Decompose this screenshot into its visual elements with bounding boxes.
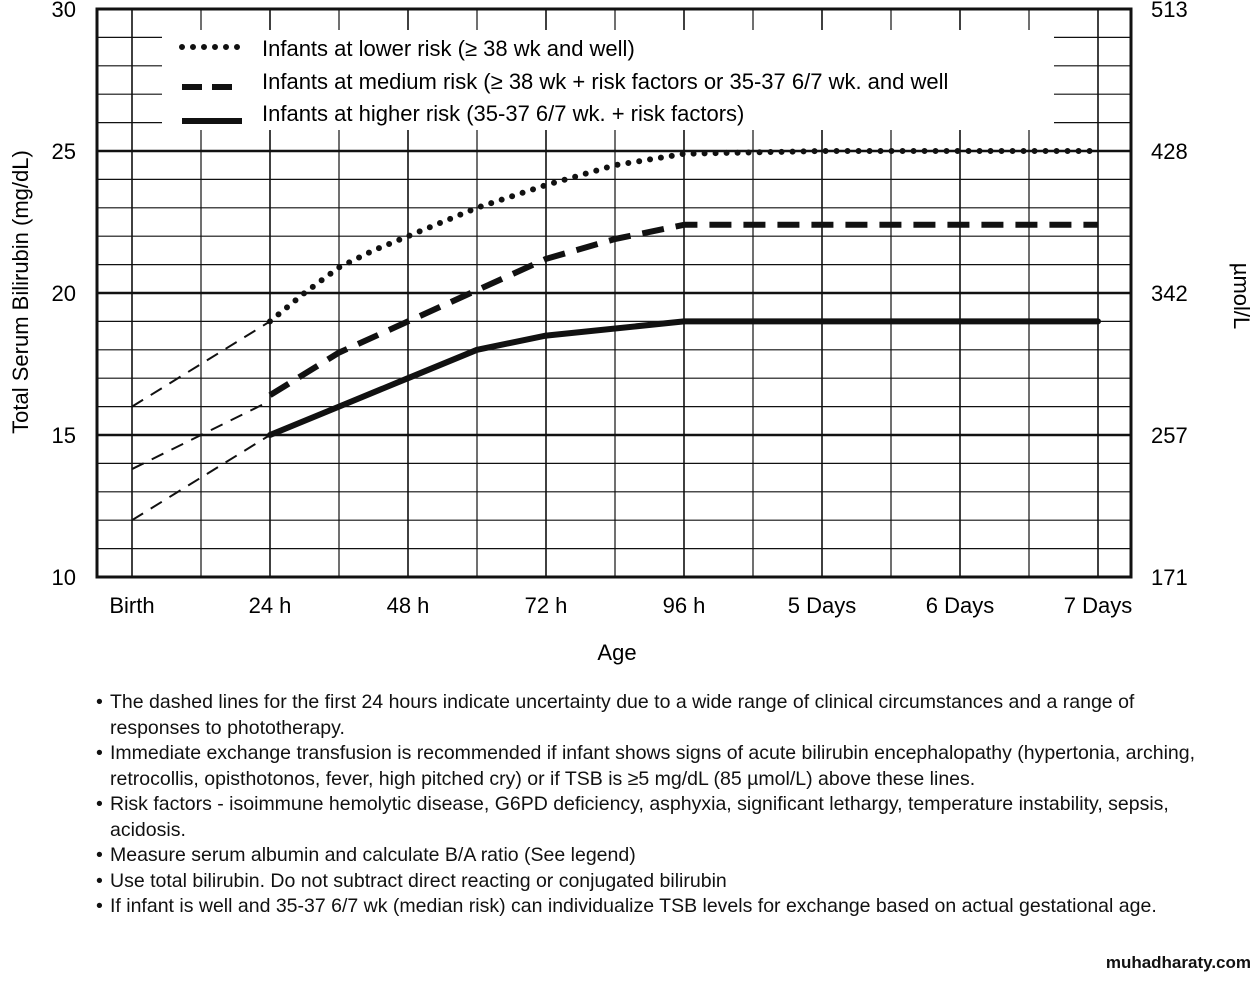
y-tick-right-label: 428 — [1151, 139, 1188, 164]
x-tick-label: 24 h — [248, 593, 292, 618]
legend-label-medium-risk: Infants at medium risk (≥ 38 wk + risk factors or 35-37 6/7 wk. and well — [262, 69, 949, 94]
watermark-text: muhadharaty.com — [1105, 953, 1251, 972]
y-tick-left-label: 20 — [51, 281, 76, 306]
y-tick-left-label: 10 — [51, 565, 76, 590]
y-axis-title-left: Total Serum Bilirubin (mg/dL) — [8, 150, 33, 434]
footnote-individualize: • If infant is well and 35-37 6/7 wk (median risk) can individualize TSB levels for exchange based on actual gestational age. — [96, 894, 1196, 920]
y-tick-right-label: 513 — [1151, 0, 1188, 22]
x-tick-label: 96 h — [662, 593, 706, 618]
y-axis-right-ticks — [1151, 0, 1188, 590]
x-tick-label: 48 h — [386, 593, 430, 618]
y-tick-left-label: 30 — [51, 0, 76, 22]
x-tick-label: Birth — [109, 593, 155, 618]
y-axis-title-right: µmol/L — [1229, 262, 1254, 330]
x-axis-ticks — [109, 593, 1132, 618]
footnote-total-bilirubin: • Use total bilirubin. Do not subtract direct reacting or conjugated bilirubin — [96, 869, 1196, 895]
footnotes-list — [96, 690, 1196, 920]
footnote-albumin: • Measure serum albumin and calculate B/A ratio (See legend) — [96, 843, 1196, 869]
footnote-uncertainty: • The dashed lines for the first 24 hours indicate uncertainty due to a wide range of clinical circumstances and a range of responses to phototherapy. — [96, 690, 1196, 741]
y-tick-right-label: 171 — [1151, 565, 1188, 590]
y-tick-left-label: 15 — [51, 423, 76, 448]
y-axis-left-ticks — [52, 0, 76, 590]
legend-label-higher-risk: Infants at higher risk (35-37 6/7 wk. + risk factors) — [262, 101, 745, 126]
y-tick-right-label: 342 — [1151, 281, 1188, 306]
y-tick-left-label: 25 — [51, 139, 76, 164]
x-tick-label: 7 Days — [1063, 593, 1133, 618]
legend-label-lower-risk: Infants at lower risk (≥ 38 wk and well) — [262, 36, 635, 61]
x-tick-label: 5 Days — [787, 593, 857, 618]
x-tick-label: 72 h — [524, 593, 568, 618]
x-axis-title: Age — [597, 640, 637, 665]
y-tick-right-label: 257 — [1151, 423, 1188, 448]
footnote-risk-factors: • Risk factors - isoimmune hemolytic disease, G6PD deficiency, asphyxia, significant lethargy, temperature instability, sepsis, acidosis. — [96, 792, 1196, 843]
footnote-exchange-transfusion: • Immediate exchange transfusion is recommended if infant shows signs of acute bilirubin encephalopathy (hypertonia, arching, retrocollis, opisthotonos, fever, high pitched cry) or if TSB is ≥5 mg/dL (85 µmol/L) above these lines. — [96, 741, 1196, 792]
x-tick-label: 6 Days — [925, 593, 995, 618]
